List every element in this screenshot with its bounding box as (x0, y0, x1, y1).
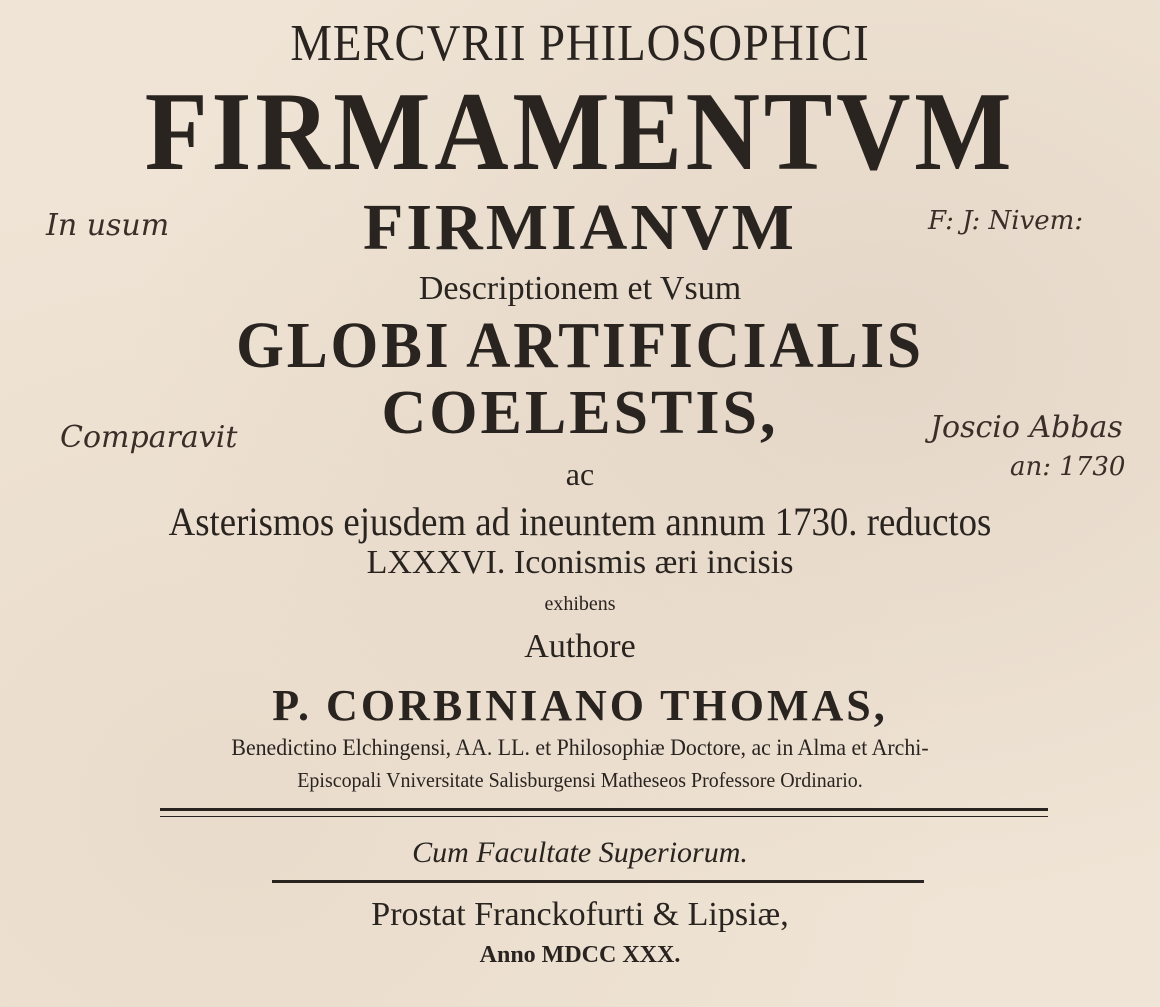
subtitle-description: Descriptionem et Vsum (418, 270, 742, 307)
author-credentials-2: Episcopali Vniversitate Salisburgensi Matheseos Professore Ordinario. (297, 768, 863, 792)
handwriting-year: an: 1730 (1010, 452, 1126, 482)
double-rule-top (160, 808, 1048, 811)
handwriting-joscio-abbas: Joscio Abbas (930, 410, 1123, 445)
asterismos-line: Asterismos ejusdem ad ineuntem annum 1730. reductos (168, 499, 992, 544)
handwriting-in-usum: In usum (46, 208, 170, 243)
subtitle-globi: GLOBI ARTIFICIALIS (236, 309, 924, 382)
cum-facultate: Cum Facultate Superiorum. (412, 836, 748, 869)
anno-line: Anno MDCC XXX. (479, 942, 681, 968)
authore: Authore (524, 628, 636, 665)
title-second: FIRMIANVM (363, 191, 797, 264)
author-name: P. CORBINIANO THOMAS, (272, 681, 888, 730)
word-ac: ac (565, 456, 595, 492)
iconismis-line: LXXXVI. Iconismis æri incisis (366, 544, 794, 581)
exhibens: exhibens (544, 593, 616, 615)
handwriting-comparavit: Comparavit (60, 420, 238, 455)
title-line-1: MERCVRII PHILOSOPHICI (290, 15, 870, 72)
subtitle-coelestis: COELESTIS, (381, 379, 779, 447)
double-rule-bottom (160, 816, 1048, 817)
single-rule (272, 880, 924, 883)
handwriting-nivem: F: J: Nivem: (928, 206, 1084, 236)
prostat-line: Prostat Franckofurti & Lipsiæ, (371, 896, 789, 933)
author-credentials-1: Benedictino Elchingensi, AA. LL. et Philosophiæ Doctore, ac in Alma et Archi- (231, 735, 929, 760)
title-main: FIRMAMENTVM (144, 70, 1016, 194)
